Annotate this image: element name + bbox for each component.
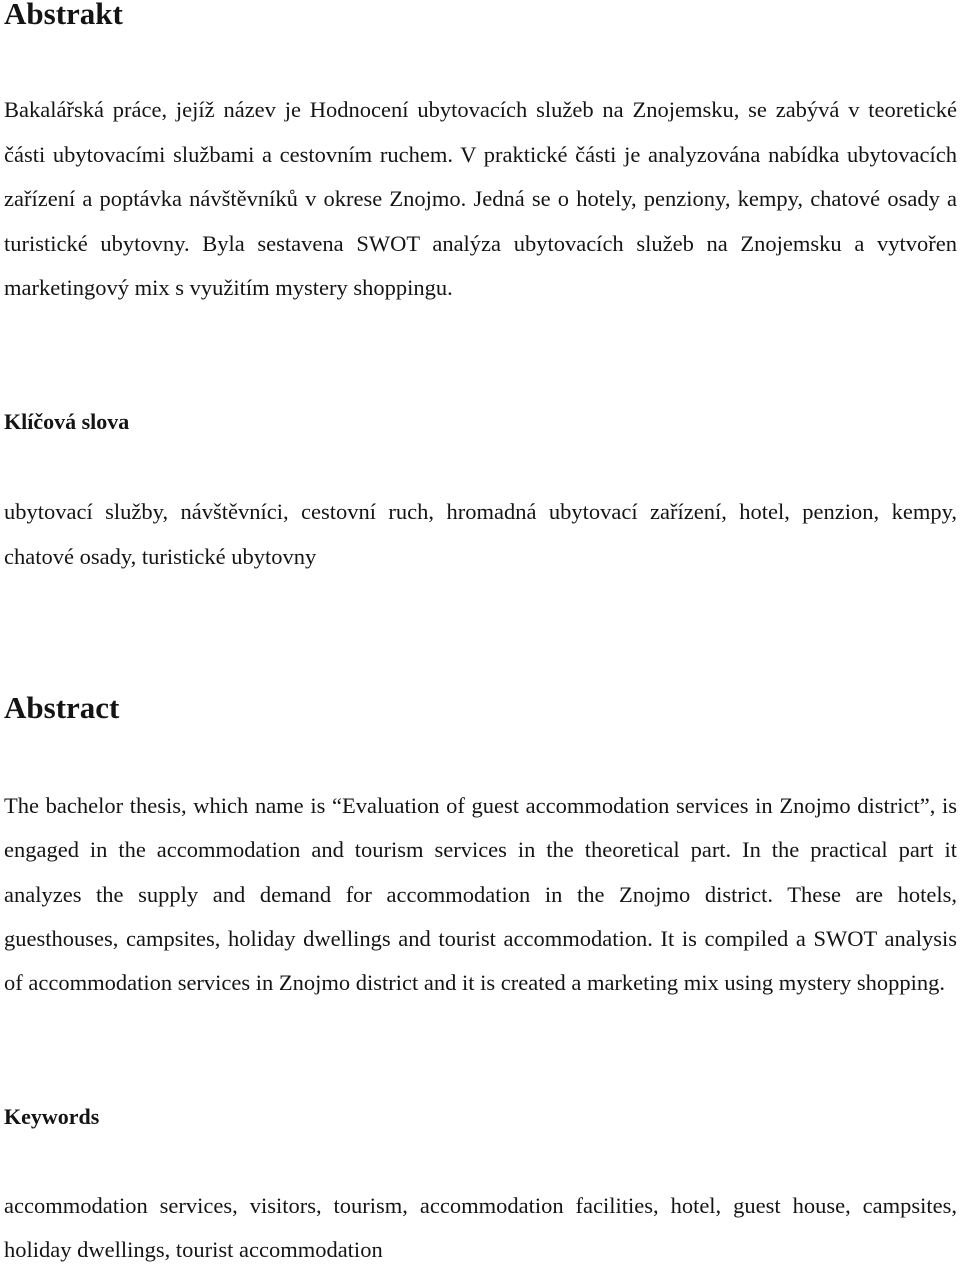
english-abstract-body: The bachelor thesis, which name is “Evaluation of guest accommodation services in Znojmo district”, is engaged in the accommodation and tourism services in the theoretical part. In the practical part it analyzes the supply and demand for accommodation in the Znojmo district. These are hotels, guesthouses, campsites, holiday dwellings and tourist accommodation. It is compiled a SWOT analysis of accommodation services in Znojmo district and it is created a marketing mix using mystery shopping. (4, 793, 957, 996)
czech-keywords-text: ubytovací služby, návštěvníci, cestovní ruch, hromadná ubytovací zařízení, hotel, penzion, kempy, chatové osady, turistické ubytovny (4, 499, 957, 569)
czech-keywords-heading: Klíčová slova (4, 409, 130, 434)
english-abstract-heading: Abstract (4, 690, 120, 725)
czech-abstract-heading: Abstrakt (4, 0, 123, 31)
english-keywords-heading: Keywords (4, 1104, 100, 1129)
czech-abstract-body: Bakalářská práce, jejíž název je Hodnocení ubytovacích služeb na Znojemsku, se zabývá v teoretické části ubytovacími službami a cestovním ruchem. V praktické části je analyzována nabídka ubytovacích zařízení a poptávka návštěvníků v okrese Znojmo. Jedná se o hotely, penziony, kempy, chatové osady a turistické ubytovny. Byla sestavena SWOT analýza ubytovacích služeb na Znojemsku a vytvořen marketingový mix s využitím mystery shoppingu. (4, 97, 957, 301)
english-keywords-text: accommodation services, visitors, tourism, accommodation facilities, hotel, guest house, campsites, holiday dwellings, tourist accommodation (4, 1193, 957, 1263)
